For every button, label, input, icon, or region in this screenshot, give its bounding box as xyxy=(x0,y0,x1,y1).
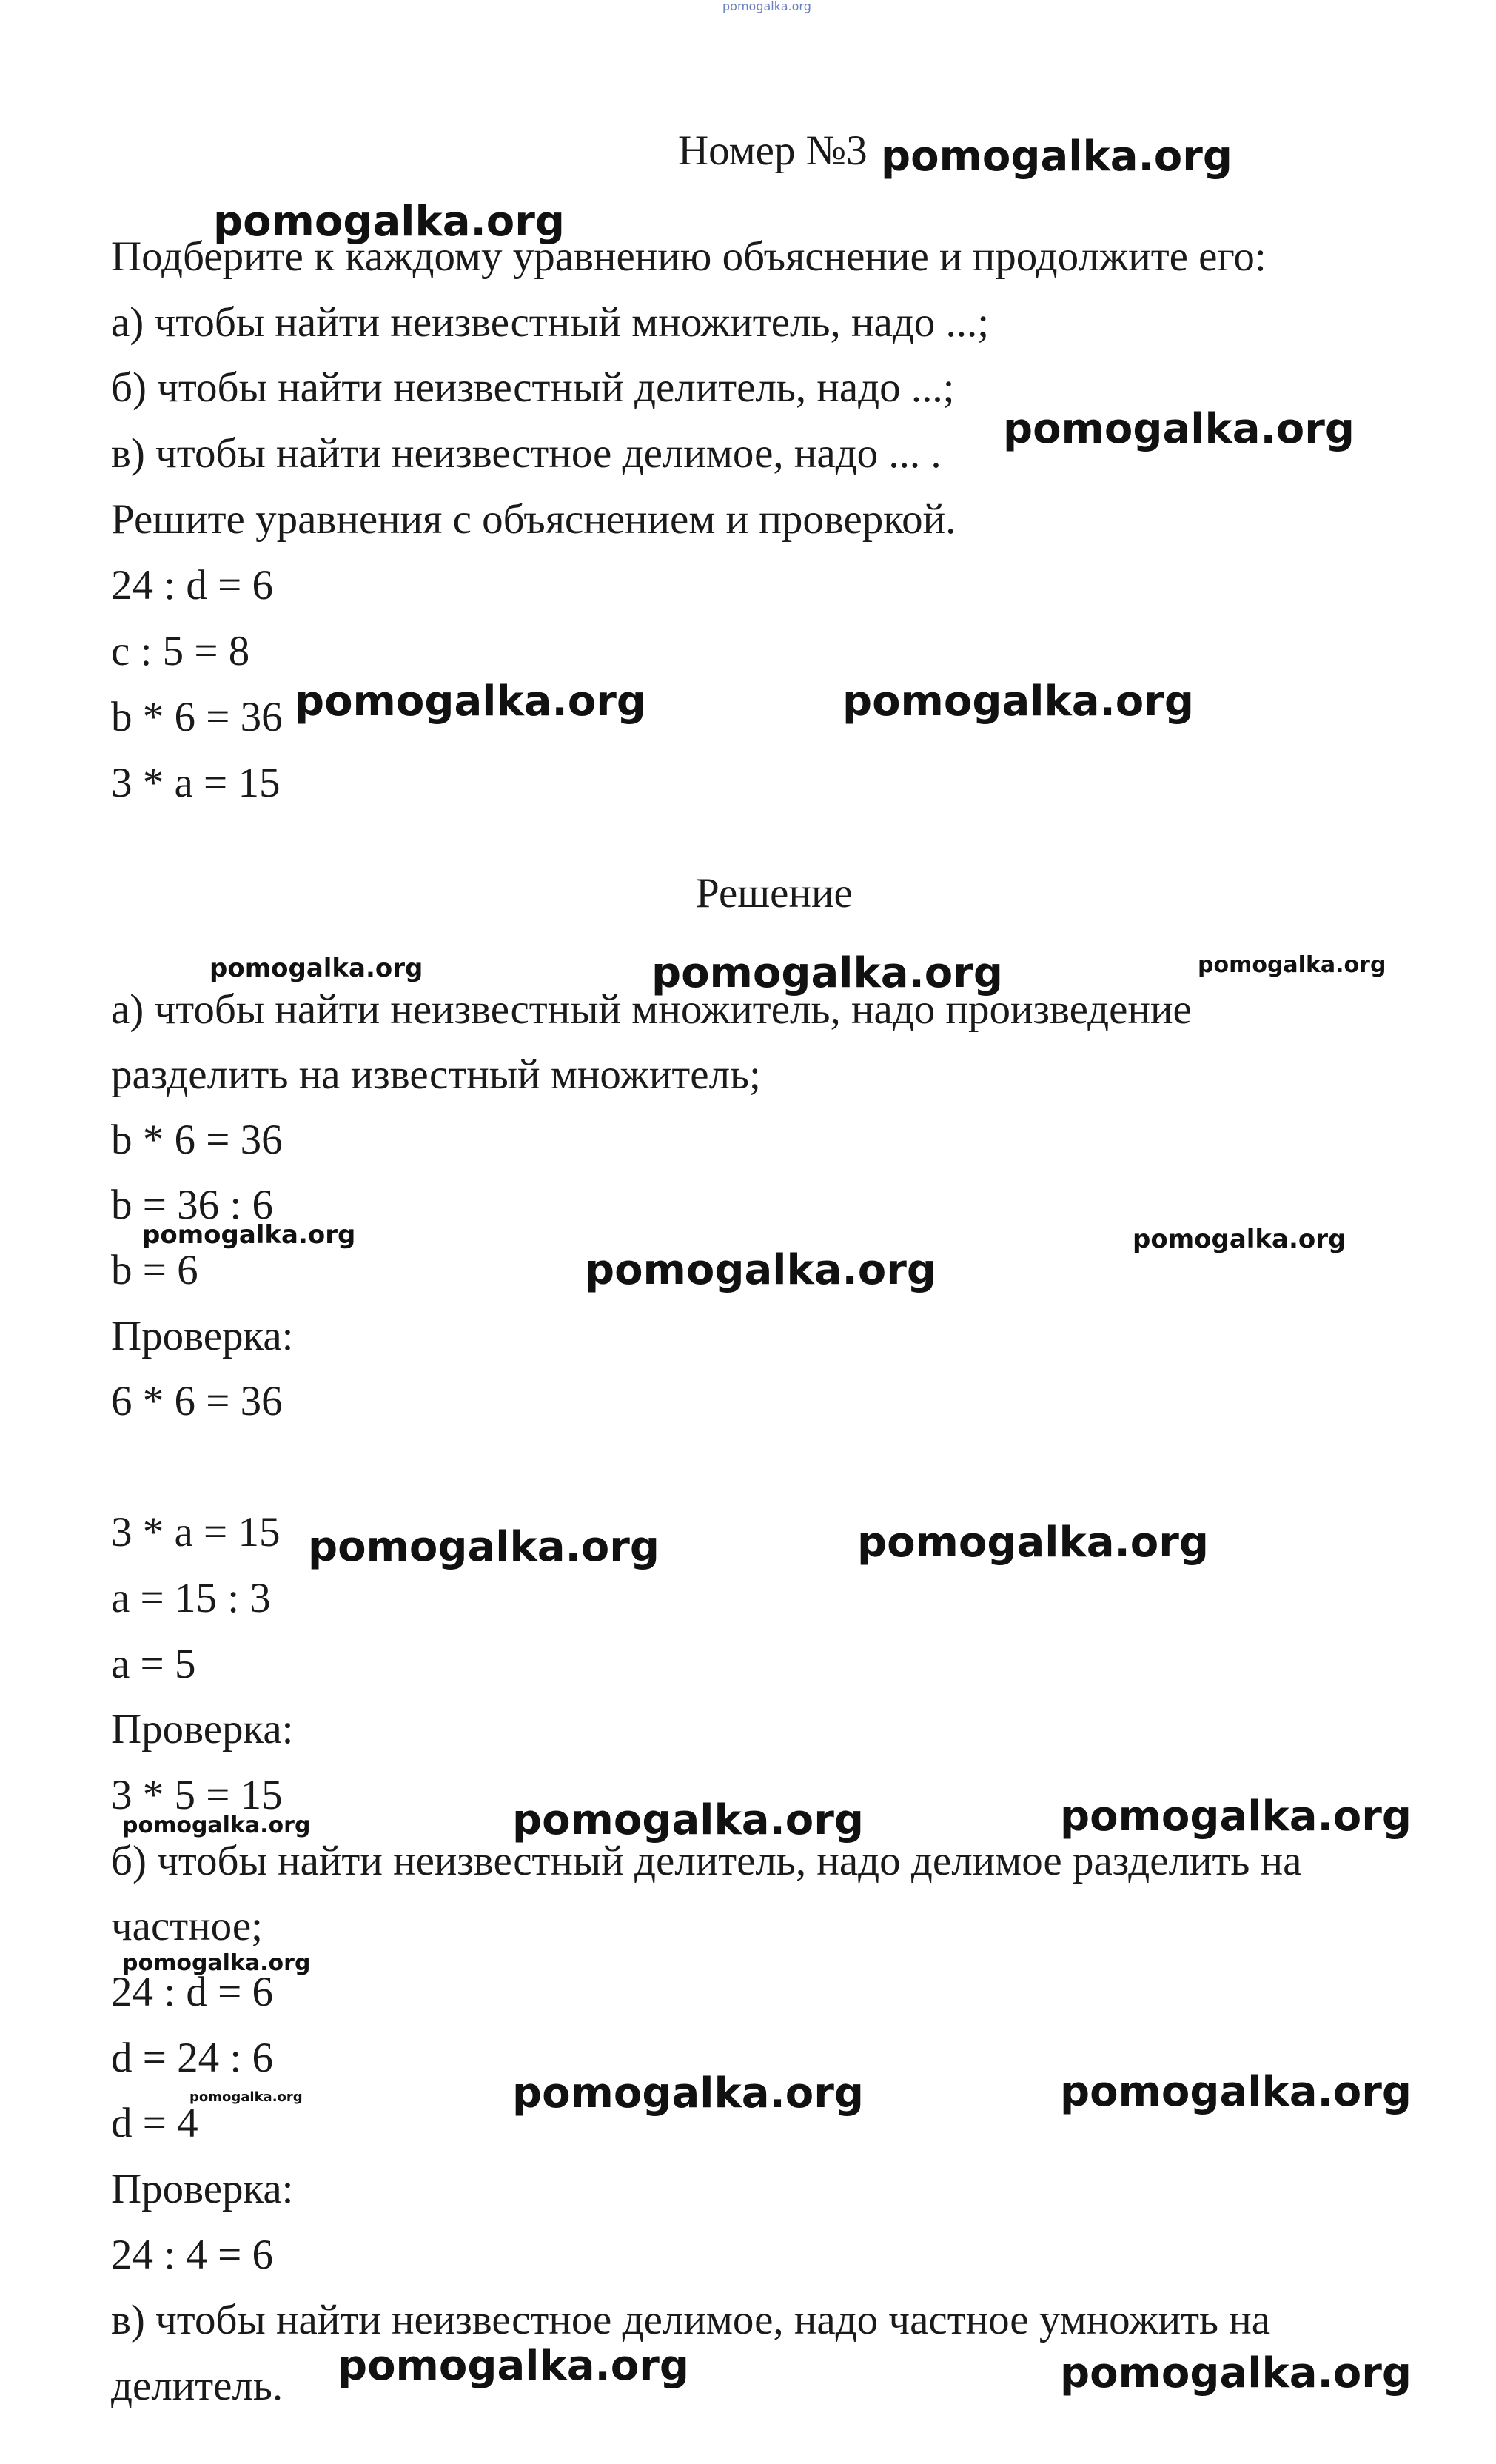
task-item-a: а) чтобы найти неизвестный множитель, надо ...; xyxy=(111,299,990,346)
solution-step: b = 36 : 6 xyxy=(111,1182,273,1228)
watermark: pomogalka.org xyxy=(1060,1792,1412,1841)
solution-a-text: а) чтобы найти неизвестный множитель, надо произведение xyxy=(111,986,1192,1033)
watermark: pomogalka.org xyxy=(651,949,1003,997)
watermark: pomogalka.org xyxy=(1198,952,1386,978)
solution-step: d = 24 : 6 xyxy=(111,2035,273,2081)
watermark: pomogalka.org xyxy=(189,2089,303,2105)
watermark: pomogalka.org xyxy=(512,1796,864,1844)
solution-c-text: делитель. xyxy=(111,2363,284,2409)
check-step: 24 : 4 = 6 xyxy=(111,2232,273,2278)
solution-heading: Решение xyxy=(696,870,853,917)
solution-b-text: б) чтобы найти неизвестный делитель, надо делимое разделить на xyxy=(111,1838,1302,1884)
task-equation: b * 6 = 36 xyxy=(111,694,283,740)
watermark: pomogalka.org xyxy=(842,677,1194,726)
watermark: pomogalka.org xyxy=(1060,2068,1412,2116)
solution-step: 24 : d = 6 xyxy=(111,1969,273,2015)
check-label: Проверка: xyxy=(111,1706,294,1752)
task-equation: 3 * a = 15 xyxy=(111,760,281,806)
watermark: pomogalka.org xyxy=(295,677,646,726)
watermark-top: pomogalka.org xyxy=(722,0,811,13)
solution-c-text: в) чтобы найти неизвестное делимое, надо частное умножить на xyxy=(111,2297,1271,2343)
watermark: pomogalka.org xyxy=(142,1220,356,1250)
watermark: pomogalka.org xyxy=(1003,405,1355,453)
watermark: pomogalka.org xyxy=(585,1246,936,1294)
task-instruction: Решите уравнения с объяснением и проверкой. xyxy=(111,496,956,543)
task-intro: Подберите к каждому уравнению объяснение и продолжите его: xyxy=(111,233,1267,280)
solution-step: 3 * a = 15 xyxy=(111,1509,281,1556)
solution-step: b = 6 xyxy=(111,1247,198,1293)
check-label: Проверка: xyxy=(111,1313,294,1359)
watermark: pomogalka.org xyxy=(1060,2349,1412,2397)
watermark: pomogalka.org xyxy=(338,2342,689,2390)
watermark: pomogalka.org xyxy=(122,1950,311,1976)
solution-b-text: частное; xyxy=(111,1903,264,1949)
check-step: 6 * 6 = 36 xyxy=(111,1378,283,1424)
watermark: pomogalka.org xyxy=(122,1812,311,1838)
solution-step: b * 6 = 36 xyxy=(111,1116,283,1163)
watermark: pomogalka.org xyxy=(213,198,565,246)
watermark: pomogalka.org xyxy=(857,1519,1209,1567)
watermark: pomogalka.org xyxy=(209,954,423,983)
task-equation: c : 5 = 8 xyxy=(111,628,250,674)
task-item-c: в) чтобы найти неизвестное делимое, надо ... . xyxy=(111,430,942,477)
task-equation: 24 : d = 6 xyxy=(111,562,273,609)
solution-step: d = 4 xyxy=(111,2100,198,2146)
solution-a-text: разделить на известный множитель; xyxy=(111,1051,761,1098)
watermark: pomogalka.org xyxy=(1133,1225,1346,1254)
check-label: Проверка: xyxy=(111,2166,294,2212)
watermark: pomogalka.org xyxy=(512,2069,864,2118)
solution-step: a = 5 xyxy=(111,1641,196,1687)
watermark: pomogalka.org xyxy=(881,133,1232,181)
page-title: Номер №3 xyxy=(678,127,868,174)
watermark: pomogalka.org xyxy=(308,1523,660,1571)
task-item-b: б) чтобы найти неизвестный делитель, надо ...; xyxy=(111,364,955,411)
solution-step: a = 15 : 3 xyxy=(111,1575,271,1621)
check-step: 3 * 5 = 15 xyxy=(111,1772,283,1818)
